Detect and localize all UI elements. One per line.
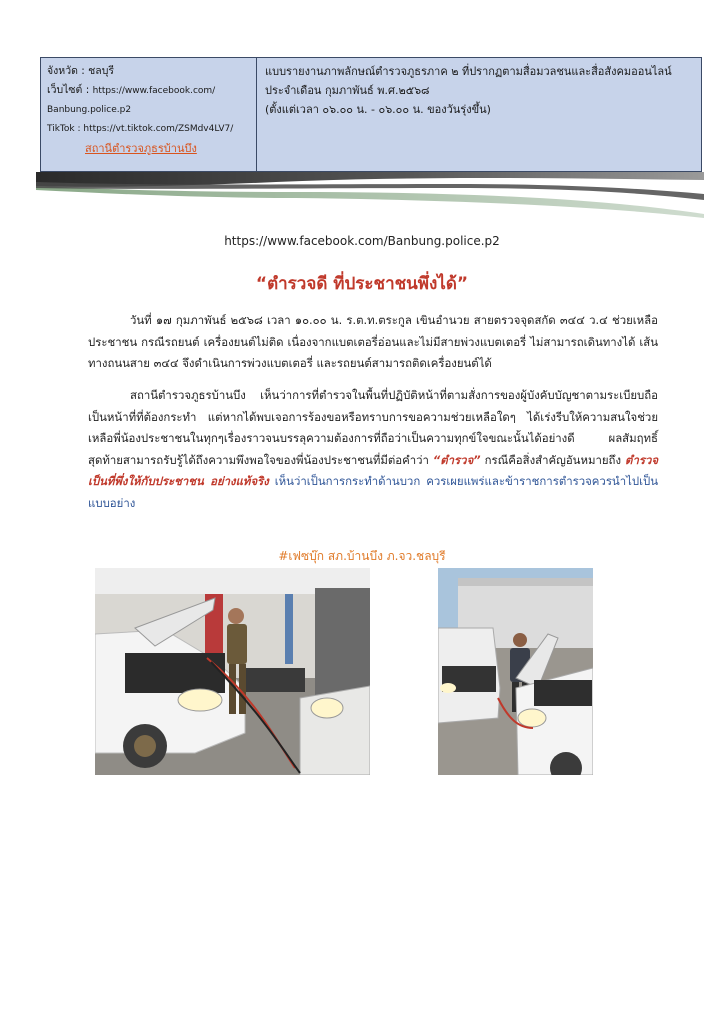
emphasis-text: ตำรวจเป็นที่พึ่งให้กับประชาชน อย่างแท้จริง [88,452,659,488]
header-right-cell [257,58,701,171]
province-label: จังหวัด : ชลบุรี [47,65,114,77]
quote-police: “ตำรวจ” [432,452,481,467]
report-month: ประจำเดือน กุมภาพันธ์ พ.ศ.๒๕๖๘ [265,84,430,97]
station-name: สถานีตำรวจภูธรบ้านบึง [85,142,197,155]
article-title: “ตำรวจดี ที่ประชาชนพึ่งได้” [255,274,469,294]
facebook-page-link[interactable]: https://www.facebook.com/Banbung.police.p2 [224,234,500,248]
website-link[interactable]: https://www.facebook.com/ [92,86,216,96]
paragraph-2-text-b: กรณีคือสิ่งสำคัญอันหมายถึง [484,452,622,467]
photo-officer-jumpstart [95,568,370,775]
report-title: แบบรายงานภาพลักษณ์ตำรวจภูธรภาค ๒ ที่ปรากฏตามสื่อมวลชนและสื่อสังคมออนไลน์ [265,65,672,78]
paragraph-2 [88,385,658,514]
website-label: เว็บไซต์ : [47,84,90,96]
hashtag: #เฟซบุ๊ก สภ.บ้านบึง ภ.จว.ชลบุรี [278,549,446,563]
report-header [40,57,702,172]
website-row [47,81,250,101]
report-time: (ตั้งแต่เวลา ๐๖.๐๐ น. - ๐๖.๐๐ น. ของวันรุ่งขึ้น) [265,103,491,116]
paragraph-1-text: วันที่ ๑๗ กุมภาพันธ์ ๒๕๖๘ เวลา ๑๐.๐๐ น. ร.ต.ท.ตระกูล เขินอำนวย สายตรวจจุดสกัด ๓๔๔ ว.๔ ช่วยเหลือประชาชน กรณีรถยนต์ เครื่องยนต์ไม่ติด เนื่องจากแบตเตอรี่อ่อนและไม่มีสายพ่วงแบตเตอรี่ ไม่สามารถเดินทางได้ เส้นทางถนนสาย ๓๔๔ จึงดำเนินการพ่วงแบตเตอรี่ และรถยนต์สามารถติดเครื่องยนต์ได้ [88,313,658,370]
paragraph-1 [88,310,658,375]
website-link-continued[interactable]: Banbung.police.p2 [47,105,132,115]
paragraph-2-text-c: เห็นว่าเป็นการกระทำด้านบวก ควรเผยแพร่และข้าราชการตำรวจควรนำไปเป็นแบบอย่าง [88,474,658,510]
decorative-divider [36,170,704,218]
paragraph-2-text: สถานีตำรวจภูธรบ้านบึง เห็นว่าการที่ตำรวจในพื้นที่ปฏิบัติหน้าที่ตามสั่งการของผู้บังคับบัญชาตามระเบียบถือเป็นหน้าที่ที่ต้องกระทำ แต่หากได้พบเจอการร้องขอหรือทราบการขอความช่วยเหลือใดๆ ได้เร่งรีบให้ความสนใจช่วยเหลือพี่น้องประชาชนในทุกๆเรื่องราวจนบรรลุความต้องการที่ถือว่าเป็นความทุกข์ใจขณะนั้นได้อย่างดี ผลสัมฤทธิ์สุดท้ายสามารถรับรู้ได้ถึงความพึงพอใจของพี่น้องประชาชนที่มีต่อคำว่า [88,388,658,467]
tiktok-link[interactable]: TikTok : https://vt.tiktok.com/ZSMdv4LV7/ [47,124,234,134]
photo-citizen-with-cars [438,568,593,775]
header-left-cell [41,58,257,171]
